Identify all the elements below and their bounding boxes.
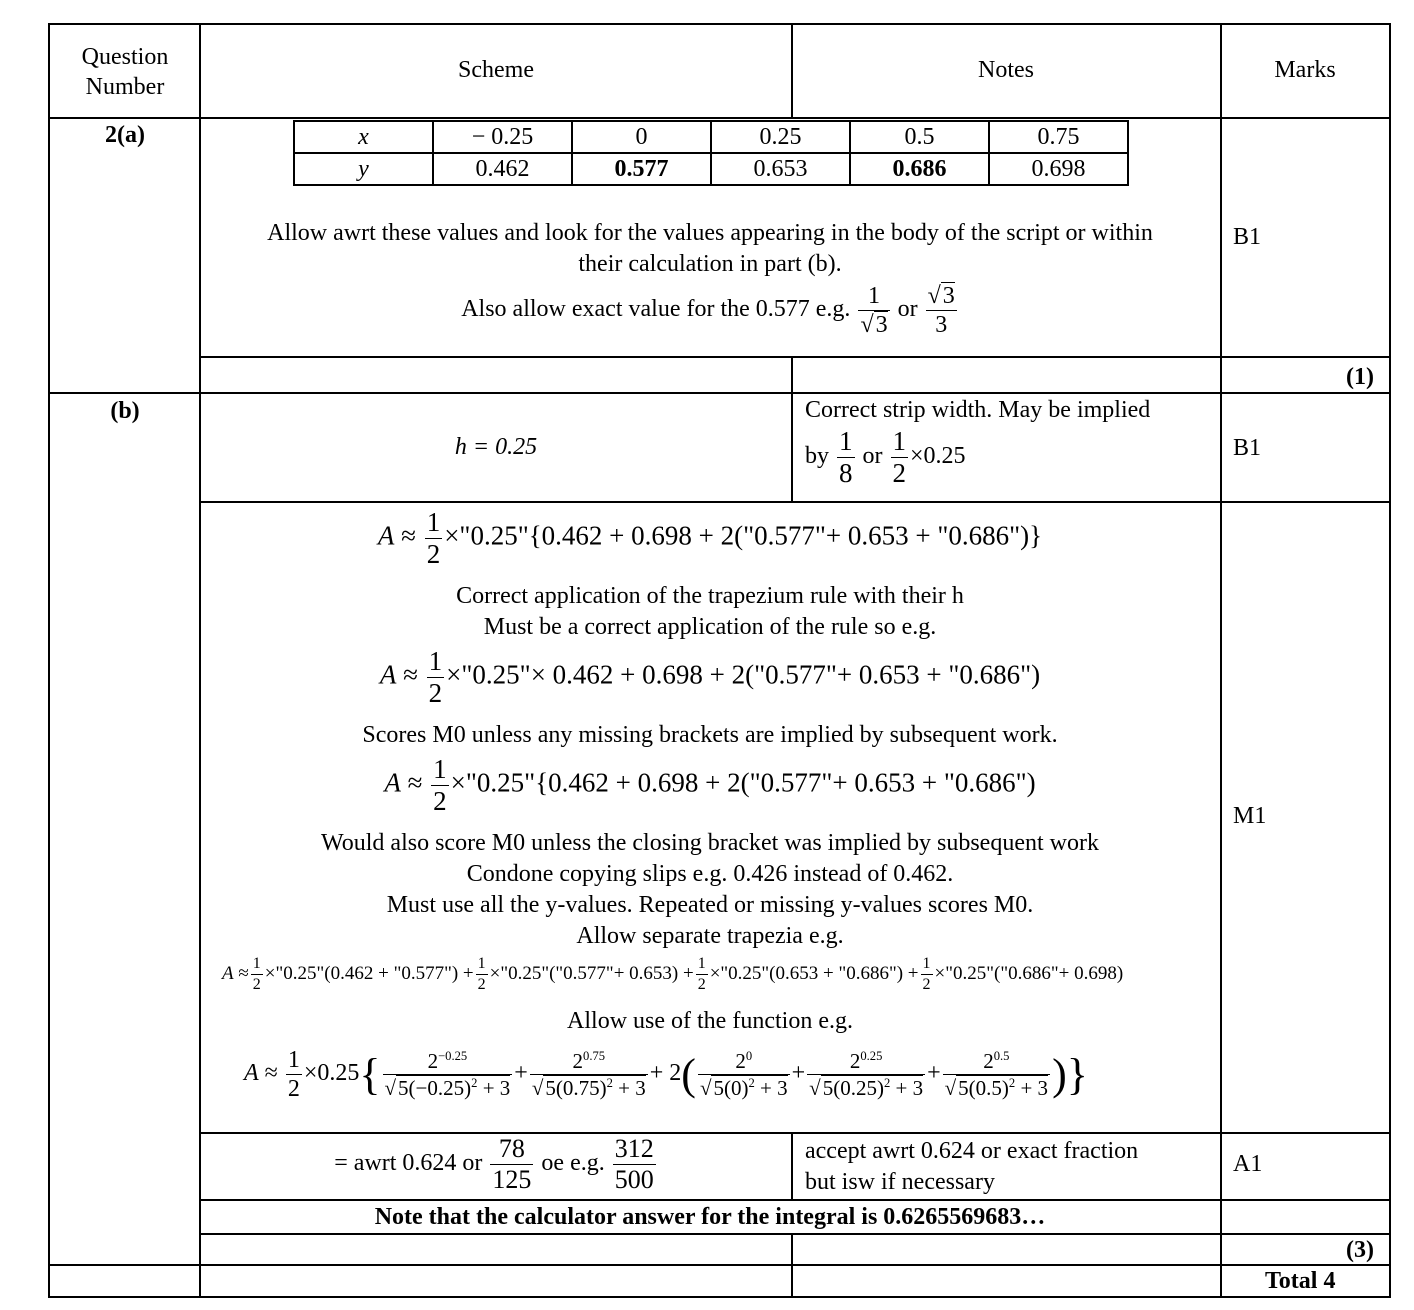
grid-line <box>1220 23 1222 1298</box>
function-formula: A ≈ $\frac{1}{2}$ ×0.25{ $\frac{2^{-0.25}}{√5(-0.25)^2 + 3}$ + $\frac{2^{0.75}}{√5(0.75)^2 + 3}$ + 2( $\frac{2^0}{√5(0)^2 + 3}$ + $\frac{2^{0.25}}{√5(0.25)^2 + 3}$ + $\frac{2^{0.5}}{√5(0.5)^2 + 3}$ )} <box>244 1047 1088 1102</box>
part-b-label: (b) <box>110 398 140 424</box>
exact-prefix: Also allow exact value for the 0.577 e.g. <box>461 296 851 323</box>
x-value: 0.5 <box>850 121 989 153</box>
method-text-7: Allow separate trapezia e.g. <box>576 923 844 949</box>
grid-line <box>48 1264 1391 1266</box>
fraction-one-half: $\frac{1}{2}$ <box>892 426 906 488</box>
total-marks: Total 4 <box>1265 1268 1336 1294</box>
grid-line <box>199 1132 1391 1134</box>
grid-line <box>48 1296 1391 1298</box>
x-value: 0.75 <box>989 121 1128 153</box>
method-text-4: Would also score M0 unless the closing bracket was implied by subsequent work <box>321 830 1099 856</box>
header-scheme: Scheme <box>458 57 534 83</box>
y-value-answer: 0.686 <box>850 153 989 185</box>
header-notes: Notes <box>978 57 1034 83</box>
method-text-8: Allow use of the function e.g. <box>567 1008 853 1034</box>
answer-note-line1: accept awrt 0.624 or exact fraction <box>805 1138 1139 1164</box>
strip-width: h = 0.25 <box>454 434 538 460</box>
method-text-1: Correct application of the trapezium rule with their h <box>456 583 964 609</box>
part-a-label: 2(a) <box>105 122 145 148</box>
x-value: 0 <box>572 121 711 153</box>
fraction-one-over-root3: $\frac{1}{√3}$ <box>860 283 888 338</box>
grid-line <box>199 1199 1391 1201</box>
method-text-6: Must use all the y-values. Repeated or missing y-values scores M0. <box>386 892 1034 918</box>
x-header: x <box>294 121 433 153</box>
calculator-note: Note that the calculator answer for the integral is 0.6265569683… <box>374 1204 1046 1230</box>
answer-mark: A1 <box>1233 1151 1263 1177</box>
exact-or: or <box>897 296 918 323</box>
final-answer: = awrt 0.624 or $\frac{78}{125}$ oe e.g. $\frac{312}{500}$ <box>334 1134 654 1194</box>
grid-line <box>48 392 1391 394</box>
incorrect-formula-1: A ≈ $\frac{1}{2}$ ×"0.25"× 0.462 + 0.698 + 2("0.577"+ 0.653 + "0.686") <box>379 646 1041 708</box>
part-a-exact-value <box>200 284 1220 337</box>
y-value: 0.698 <box>989 153 1128 185</box>
trapezium-formula: A ≈ $\frac{1}{2}$ ×"0.25"{0.462 + 0.698 + 2("0.577"+ 0.653 + "0.686")} <box>377 507 1043 569</box>
y-value: 0.462 <box>433 153 572 185</box>
y-header: y <box>294 153 433 185</box>
y-value: 0.653 <box>711 153 850 185</box>
part-a-mark: B1 <box>1233 224 1262 250</box>
grid-line <box>199 1233 1391 1235</box>
grid-line <box>48 23 1391 25</box>
separate-trapezia-formula: A ≈ $\frac{1}{2}$ ×"0.25"(0.462 + "0.577") + $\frac{1}{2}$ ×"0.25"("0.577"+ 0.653) + $\frac{1}{2}$ ×"0.25"(0.653 + "0.686") + $\frac{1}{2}$ ×"0.25"("0.686"+ 0.698) <box>222 955 1124 993</box>
answer-note-line2: but isw if necessary <box>805 1169 995 1195</box>
incorrect-formula-2: A ≈ $\frac{1}{2}$ ×"0.25"{0.462 + 0.698 + 2("0.577"+ 0.653 + "0.686") <box>384 754 1036 816</box>
part-a-subtotal: (1) <box>1346 364 1374 390</box>
method-text-5: Condone copying slips e.g. 0.426 instead of 0.462. <box>466 861 954 887</box>
fraction-root3-over-3: $\frac{√3}{3}$ <box>927 283 955 338</box>
method-text-3: Scores M0 unless any missing brackets are implied by subsequent work. <box>362 722 1058 748</box>
grid-line <box>791 356 793 502</box>
part-a-note-line2: their calculation in part (b). <box>578 251 842 277</box>
strip-width-note-line1: Correct strip width. May be implied <box>805 397 1151 423</box>
grid-line <box>48 117 1391 119</box>
grid-line <box>199 356 1391 358</box>
fraction-312-over-500: $\frac{312}{500}$ <box>614 1134 654 1194</box>
part-a-note-line1: Allow awrt these values and look for the values appearing in the body of the script or within <box>267 220 1153 246</box>
x-value: 0.25 <box>711 121 850 153</box>
y-value-answer: 0.577 <box>572 153 711 185</box>
part-b-subtotal: (3) <box>1346 1237 1374 1263</box>
xy-value-table <box>293 120 1129 186</box>
strip-width-mark: B1 <box>1233 435 1262 461</box>
grid-line <box>1389 23 1391 1298</box>
x-value: − 0.25 <box>433 121 572 153</box>
grid-line <box>199 501 1391 503</box>
fraction-one-eighth: $\frac{1}{8}$ <box>839 426 853 488</box>
fraction-78-over-125: $\frac{78}{125}$ <box>492 1134 532 1194</box>
strip-width-note-line2: by $\frac{1}{8}$ or $\frac{1}{2}$ ×0.25 <box>805 426 966 488</box>
header-marks: Marks <box>1274 57 1336 83</box>
method-mark: M1 <box>1233 803 1267 829</box>
grid-line <box>48 23 50 1298</box>
header-question-number: Question Number <box>81 44 169 100</box>
method-text-2: Must be a correct application of the rule so e.g. <box>483 614 937 640</box>
